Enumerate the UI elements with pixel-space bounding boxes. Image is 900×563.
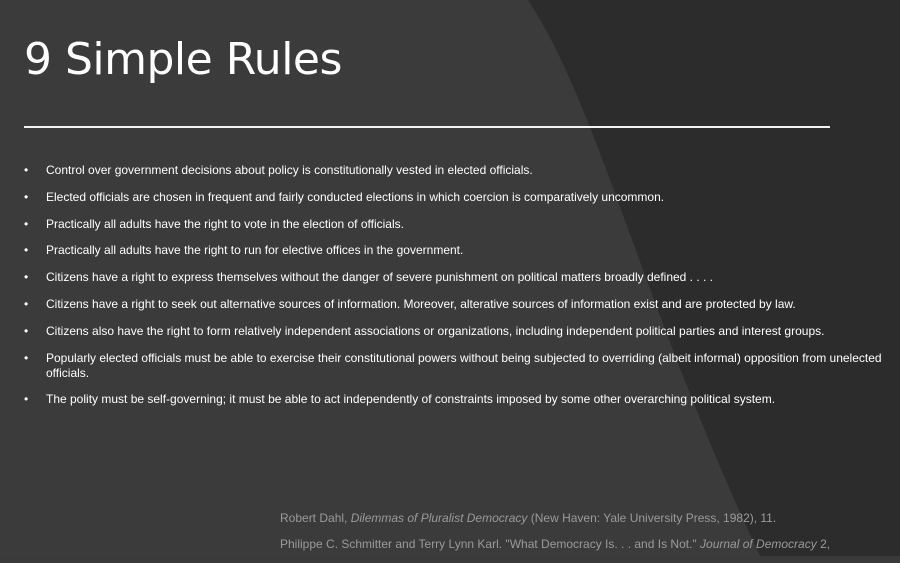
citation-text: 2, xyxy=(816,537,831,551)
citation-text: Robert Dahl, xyxy=(280,511,351,525)
title-divider xyxy=(24,126,830,128)
list-item: • Popularly elected officials must be able to exercise their constitutional powers without being subjected to overriding (albeit informal) opposition from unelected officials. xyxy=(24,351,884,381)
list-item: • Control over government decisions about policy is constitutionally vested in elected officials. xyxy=(24,163,884,178)
list-item: • Citizens also have the right to form relatively independent associations or organizations, including independent political parties and interest groups. xyxy=(24,324,884,339)
list-item: • Citizens have a right to seek out alternative sources of information. Moreover, alterative sources of information exist and are protected by law. xyxy=(24,297,884,312)
citation-dahl xyxy=(280,511,900,526)
citation-text: Philippe C. Schmitter and Terry Lynn Karl. "What Democracy Is. . . and Is Not." xyxy=(280,537,701,551)
citation-text: (New Haven: Yale University Press, 1982), 11. xyxy=(527,511,777,525)
citation-title: Dilemmas of Pluralist Democracy xyxy=(350,511,528,525)
citation-title: Journal of Democracy xyxy=(700,537,817,551)
citation-schmitter-karl xyxy=(280,537,900,552)
slide-title: 9 Simple Rules xyxy=(24,34,342,85)
list-item: • The polity must be self-governing; it must be able to act independently of constraints imposed by some other overarching political system. xyxy=(24,392,884,407)
list-item: • Citizens have a right to express themselves without the danger of severe punishment on political matters broadly defined . . . . xyxy=(24,270,884,285)
list-item: • Elected officials are chosen in frequent and fairly conducted elections in which coercion is comparatively uncommon. xyxy=(24,190,884,205)
citations xyxy=(280,511,900,563)
rules-list xyxy=(24,163,884,419)
list-item: • Practically all adults have the right to vote in the election of officials. xyxy=(24,217,884,232)
list-item: • Practically all adults have the right to run for elective offices in the government. xyxy=(24,243,884,258)
